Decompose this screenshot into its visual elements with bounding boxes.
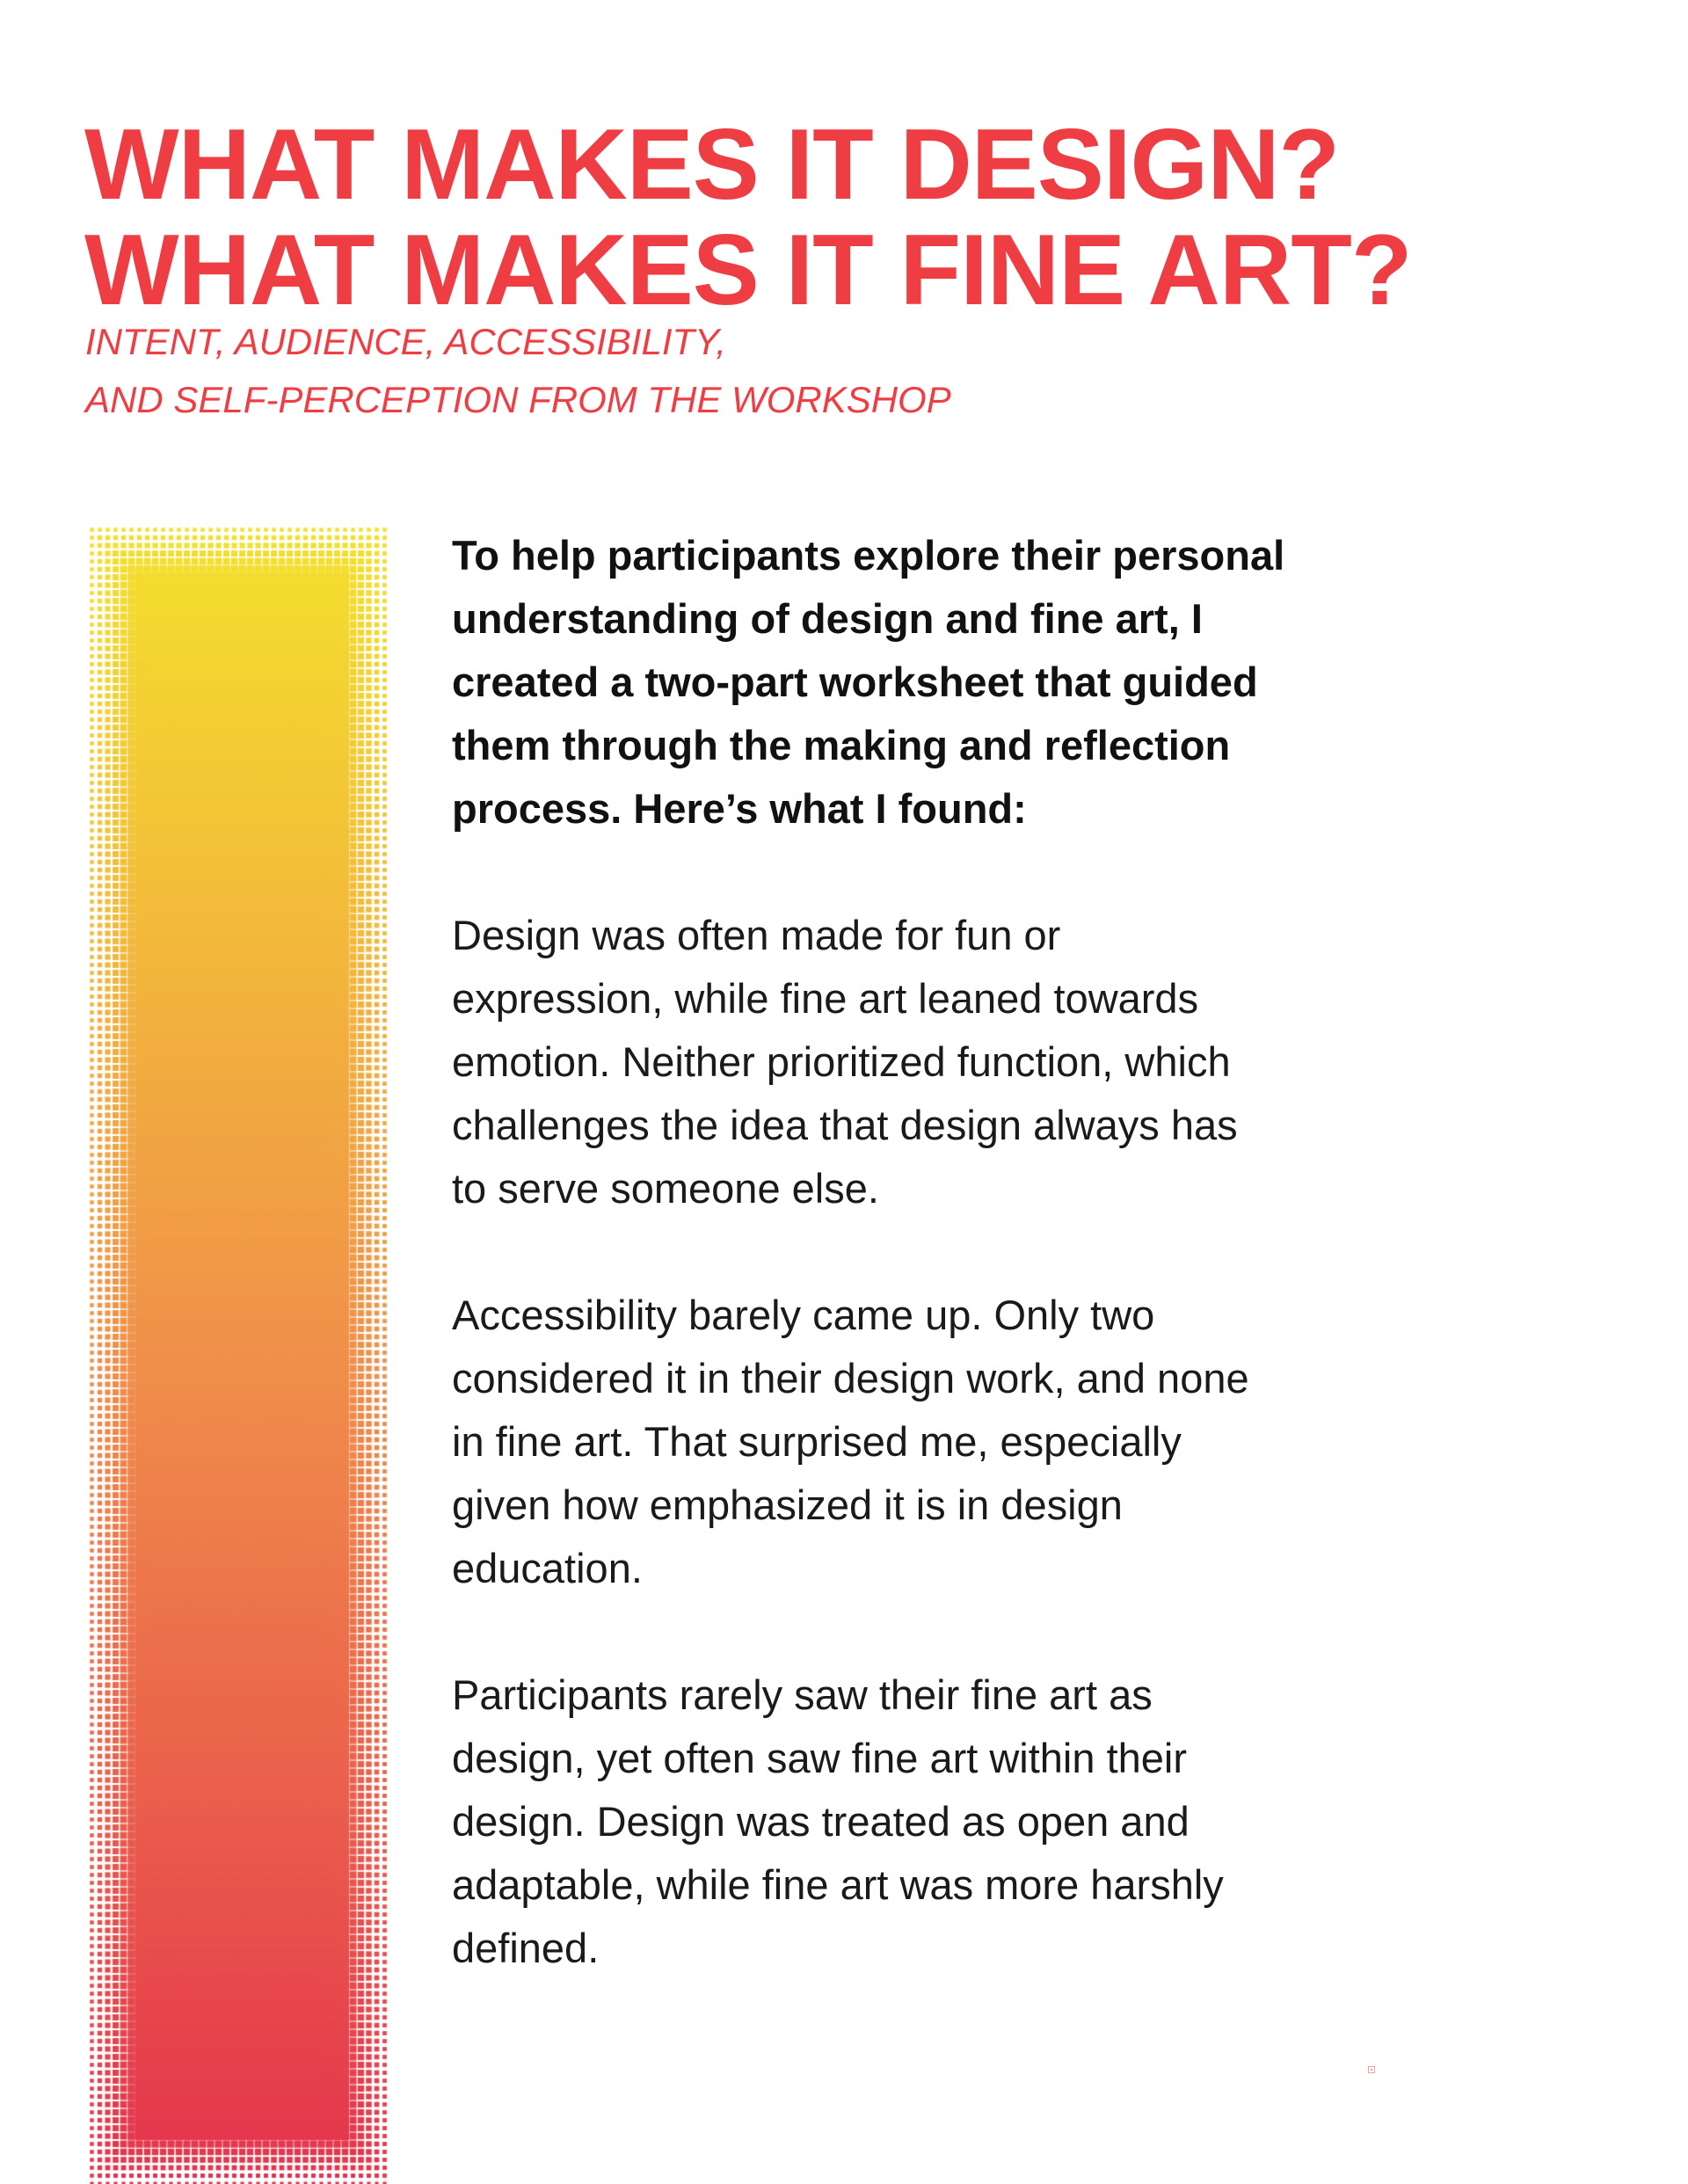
- paragraph-accessibility: [452, 1284, 1384, 1600]
- title-line-2: WHAT MAKES IT FINE ART?: [84, 215, 1412, 326]
- paragraph-line: to serve someone else.: [452, 1165, 879, 1212]
- halftone-gradient-bar: [88, 526, 391, 2184]
- paragraph-line: design. Design was treated as open and: [452, 1798, 1190, 1845]
- paragraph-line: considered it in their design work, and none: [452, 1355, 1249, 1401]
- paragraph-line: adaptable, while fine art was more harshly: [452, 1861, 1224, 1908]
- paragraph-line: design, yet often saw fine art within their: [452, 1735, 1187, 1781]
- intro-line: created a two-part worksheet that guided: [452, 659, 1258, 705]
- paragraph-line: given how emphasized it is in design: [452, 1481, 1123, 1528]
- paragraph-line: Participants rarely saw their fine art as: [452, 1671, 1153, 1718]
- page-title: [84, 109, 1491, 326]
- subtitle-line-1: INTENT, AUDIENCE, ACCESSIBILITY,: [85, 321, 726, 362]
- paragraph-line: education.: [452, 1545, 643, 1591]
- intro-line: understanding of design and fine art, I: [452, 595, 1203, 642]
- intro-paragraph: [452, 524, 1384, 841]
- paragraph-line: in fine art. That surprised me, especially: [452, 1418, 1182, 1465]
- title-line-1: WHAT MAKES IT DESIGN?: [84, 109, 1340, 221]
- paragraph-line: defined.: [452, 1925, 600, 1971]
- paragraph-self-perception: [452, 1663, 1384, 1980]
- paragraph-function: [452, 904, 1384, 1220]
- paragraph-line: emotion. Neither prioritized function, which: [452, 1038, 1231, 1085]
- page-subtitle: [85, 313, 1316, 429]
- subtitle-line-2: AND SELF-PERCEPTION FROM THE WORKSHOP: [85, 379, 951, 420]
- paragraph-line: expression, while fine art leaned towards: [452, 975, 1199, 1022]
- intro-line: To help participants explore their personal: [452, 532, 1285, 579]
- paragraph-line: challenges the idea that design always has: [452, 1102, 1238, 1148]
- paragraph-line: Design was often made for fun or: [452, 912, 1061, 958]
- page-marker-icon: [1368, 2066, 1375, 2073]
- paragraph-line: Accessibility barely came up. Only two: [452, 1292, 1155, 1338]
- intro-line: process. Here’s what I found:: [452, 785, 1027, 832]
- body-text: [452, 524, 1384, 2043]
- intro-line: them through the making and reflection: [452, 722, 1231, 768]
